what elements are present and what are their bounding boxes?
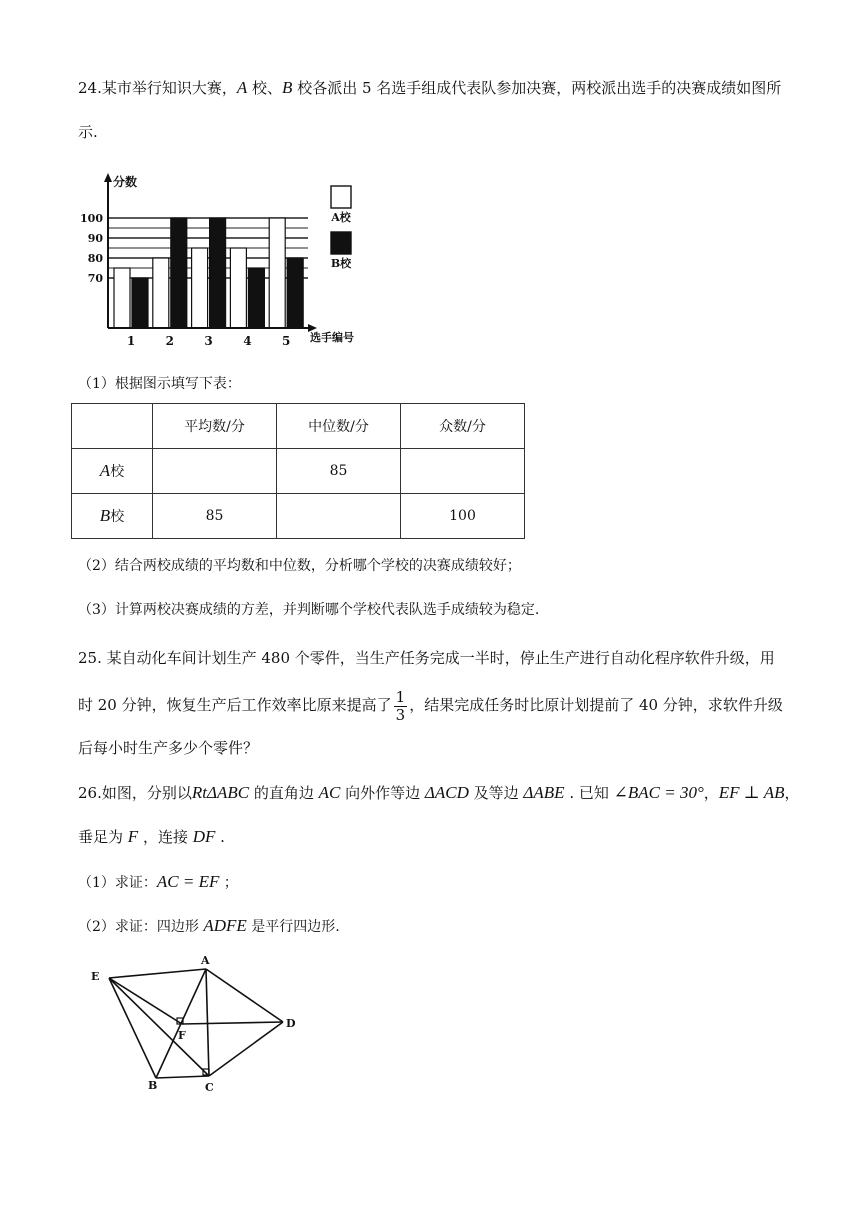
table-header-row [72, 404, 525, 449]
point-label-a: A [201, 955, 210, 967]
x-tick-label: 1 [126, 334, 136, 348]
bar-b-2 [171, 218, 187, 328]
q26-sub2: （2）求证：四边形 ADFE 是平行四边形. [78, 916, 340, 935]
point-label-c: C [205, 1081, 214, 1094]
score-stats-table [71, 403, 525, 539]
segment-ea [109, 969, 206, 978]
x-axis-label: 选手编号 [310, 331, 354, 344]
segment-ad [206, 969, 283, 1022]
row-label-b: B校 [72, 494, 153, 539]
cell-a-median: 85 [277, 449, 401, 494]
fraction-one-third: $\frac{1}{3}$ [395, 687, 406, 724]
q24-intro-line2: 示. [78, 123, 98, 141]
table-header-median: 中位数/分 [277, 404, 401, 449]
q25-line3: 后每小时生产多少个零件？ [78, 739, 259, 757]
q26-line1: 26.如图，分别以RtΔABC 的直角边 AC 向外作等边 ΔACD 及等边 ΔABE . 已知 ∠BAC = 30°，EF ⊥ AB， [78, 783, 800, 802]
cell-b-mean: 85 [153, 494, 277, 539]
y-tick-label: 90 [87, 232, 103, 245]
segment-fd [182, 1022, 283, 1024]
legend-swatch-b [331, 232, 351, 254]
segment-cd [209, 1022, 283, 1076]
table-row-school-a [72, 449, 525, 494]
y-axis-label: 分数 [113, 175, 138, 189]
y-axis-arrow [104, 173, 112, 182]
bar-a-2 [153, 258, 169, 328]
x-tick-label: 3 [204, 334, 213, 348]
bar-a-4 [230, 248, 246, 328]
legend-label-a: A校 [331, 211, 351, 224]
q24-sub1: （1）根据图示填写下表： [78, 376, 241, 392]
y-tick-label: 70 [87, 272, 103, 285]
legend-swatch-a [331, 186, 351, 208]
bar-a-1 [114, 268, 130, 328]
cell-a-mode[interactable] [401, 449, 525, 494]
row-label-a: A校 [72, 449, 153, 494]
q26-sub1: （1）求证：AC = EF ； [78, 872, 238, 891]
q25-line2: 时 20 分钟，恢复生产后工作效率比原来提高了 $\frac{1}{3}$ ，结果完成任务时比原计划提前了 40 分钟，求软件升级 [78, 687, 783, 724]
table-header-corner [72, 404, 153, 449]
table-header-mean: 平均数/分 [153, 404, 277, 449]
x-tick-label: 2 [165, 334, 174, 348]
y-tick-label: 80 [87, 252, 103, 265]
bar-a-3 [192, 248, 208, 328]
y-tick-label: 100 [80, 212, 103, 225]
q24-sub3: （3）计算两校决赛成绩的方差，并判断哪个学校代表队选手成绩较为稳定. [78, 602, 540, 618]
bar-b-4 [248, 268, 264, 328]
table-row-school-b [72, 494, 525, 539]
cell-a-mean[interactable] [153, 449, 277, 494]
cell-b-median[interactable] [277, 494, 401, 539]
cell-b-mode: 100 [401, 494, 525, 539]
bar-b-3 [210, 218, 226, 328]
score-bar-chart [70, 170, 370, 350]
x-tick-label: 5 [282, 334, 291, 348]
q24-sub2: （2）结合两校成绩的平均数和中位数，分析哪个学校的决赛成绩较好； [78, 558, 521, 574]
point-label-e: E [91, 970, 100, 983]
segment-ac [206, 969, 209, 1076]
segment-ec-diag [109, 978, 209, 1076]
q24-intro-line1: 24.某市举行知识大赛，A 校、B 校各派出 5 名选手组成代表队参加决赛，两校派出选手的决赛成绩如图所 [78, 78, 782, 97]
q26-line2: 垂足为 F ，连接 DF . [78, 827, 225, 846]
geometry-figure [85, 955, 310, 1095]
point-label-d: D [286, 1017, 296, 1030]
table-header-mode: 众数/分 [401, 404, 525, 449]
bar-a-5 [269, 218, 285, 328]
q25-line1: 25. 某自动化车间计划生产 480 个零件，当生产任务完成一半时，停止生产进行自动化程序软件升级，用 [78, 649, 775, 667]
bar-b-5 [287, 258, 303, 328]
point-label-b: B [148, 1079, 158, 1092]
bar-b-1 [132, 278, 148, 328]
legend-label-b: B校 [330, 257, 352, 270]
point-label-f: F [178, 1029, 186, 1042]
x-tick-label: 4 [243, 334, 252, 348]
segment-bc [156, 1076, 209, 1078]
